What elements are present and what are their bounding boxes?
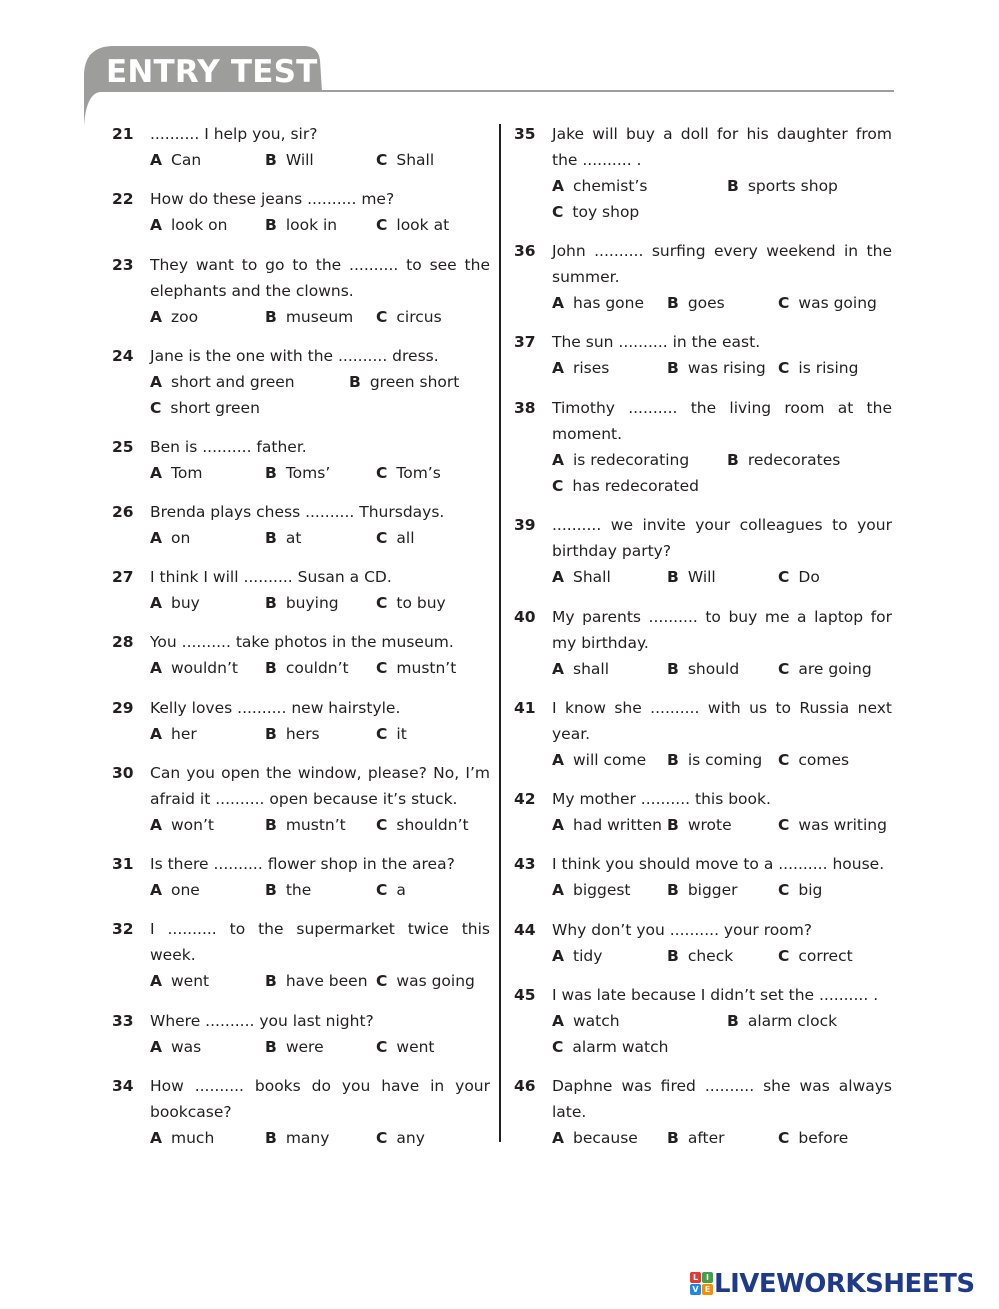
option-text: shall	[573, 660, 610, 678]
question-text: I know she .......... with us to Russia next year.	[552, 699, 892, 743]
option-text: comes	[798, 751, 850, 769]
brand-text: LIVEWORKSHEETS	[714, 1269, 975, 1299]
option-letter: A	[150, 816, 162, 834]
option-c[interactable]	[552, 473, 699, 499]
question-number: 44	[514, 921, 536, 939]
option-letter: A	[150, 308, 162, 326]
option-b[interactable]	[265, 877, 311, 903]
question-number: 41	[514, 699, 536, 717]
option-text: was going	[798, 294, 877, 312]
question-number: 37	[514, 333, 536, 351]
option-text: are going	[798, 660, 872, 678]
option-c[interactable]	[376, 304, 442, 330]
option-text: green short	[369, 373, 460, 391]
option-text: circus	[396, 308, 442, 326]
option-text: will come	[573, 751, 647, 769]
question-text: Timothy .......... the living room at the moment.	[552, 399, 892, 443]
option-letter: C	[778, 660, 790, 678]
question-number: 31	[112, 855, 134, 873]
option-text: were	[285, 1038, 324, 1056]
option-letter: C	[376, 529, 388, 547]
question-number: 25	[112, 438, 134, 456]
option-letter: B	[727, 451, 739, 469]
option-text: toy shop	[572, 203, 640, 221]
option-b[interactable]	[667, 812, 732, 838]
option-letter: C	[376, 725, 388, 743]
option-letter: A	[150, 1129, 162, 1147]
option-c[interactable]	[778, 1125, 848, 1151]
option-a[interactable]	[150, 1125, 214, 1151]
option-text: alarm clock	[747, 1012, 838, 1030]
option-letter: B	[265, 881, 277, 899]
question-text: My parents .......... to buy me a laptop for my birthday.	[552, 608, 892, 652]
option-letter: A	[552, 451, 564, 469]
option-text: much	[171, 1129, 215, 1147]
option-text: watch	[573, 1012, 620, 1030]
option-letter: C	[778, 947, 790, 965]
question-number: 34	[112, 1077, 134, 1095]
option-letter: A	[552, 947, 564, 965]
option-letter: A	[552, 568, 564, 586]
option-letter: B	[667, 568, 679, 586]
option-c[interactable]	[778, 747, 849, 773]
option-b[interactable]	[265, 590, 339, 616]
question-number: 21	[112, 125, 134, 143]
logo-square: I	[702, 1272, 713, 1283]
header-rule	[310, 90, 894, 92]
option-b[interactable]	[265, 1034, 324, 1060]
option-text: before	[798, 1129, 849, 1147]
option-text: correct	[798, 947, 853, 965]
option-a[interactable]	[552, 173, 647, 199]
option-letter: B	[667, 947, 679, 965]
option-text: biggest	[573, 881, 631, 899]
option-letter: B	[265, 594, 277, 612]
question-text: You .......... take photos in the museum.	[150, 633, 454, 651]
option-letter: C	[778, 294, 790, 312]
option-a[interactable]	[150, 525, 190, 551]
option-letter: A	[552, 660, 564, 678]
option-letter: A	[150, 373, 162, 391]
column-divider	[499, 124, 501, 1142]
option-letter: A	[552, 751, 564, 769]
option-letter: C	[376, 464, 388, 482]
option-text: zoo	[171, 308, 199, 326]
option-letter: C	[778, 816, 790, 834]
option-text: shouldn’t	[396, 816, 469, 834]
option-letter: B	[265, 659, 277, 677]
option-letter: B	[265, 308, 277, 326]
option-text: Toms’	[285, 464, 331, 482]
option-letter: B	[667, 751, 679, 769]
option-text: Tom’s	[396, 464, 441, 482]
option-b[interactable]	[727, 447, 840, 473]
option-text: short and green	[171, 373, 295, 391]
option-c[interactable]	[778, 812, 887, 838]
option-text: many	[285, 1129, 330, 1147]
option-text: look on	[171, 216, 228, 234]
option-letter: A	[552, 359, 564, 377]
option-a[interactable]	[552, 1125, 638, 1151]
option-text: redecorates	[747, 451, 841, 469]
option-letter: A	[150, 216, 162, 234]
option-letter: B	[265, 216, 277, 234]
option-letter: B	[667, 881, 679, 899]
option-a[interactable]	[552, 355, 609, 381]
question-text: .......... I help you, sir?	[150, 125, 318, 143]
question-text: Can you open the window, please? No, I’m afraid it .......... open because it’s stuck.	[150, 764, 490, 808]
option-text: chemist’s	[573, 177, 648, 195]
option-letter: B	[265, 725, 277, 743]
option-text: one	[171, 881, 200, 899]
option-letter: C	[778, 1129, 790, 1147]
option-text: tidy	[573, 947, 603, 965]
option-a[interactable]	[552, 1008, 620, 1034]
option-letter: B	[667, 1129, 679, 1147]
option-letter: C	[376, 151, 388, 169]
option-c[interactable]	[376, 1034, 435, 1060]
option-text: Will	[285, 151, 314, 169]
option-letter: B	[265, 1129, 277, 1147]
option-a[interactable]	[552, 877, 631, 903]
question-number: 28	[112, 633, 134, 651]
question-number: 22	[112, 190, 134, 208]
option-b[interactable]	[349, 369, 459, 395]
option-a[interactable]	[552, 747, 646, 773]
option-text: buying	[285, 594, 339, 612]
option-letter: B	[667, 660, 679, 678]
option-letter: B	[667, 816, 679, 834]
option-letter: A	[552, 816, 564, 834]
option-text: should	[687, 660, 740, 678]
option-letter: B	[265, 464, 277, 482]
option-letter: C	[778, 881, 790, 899]
option-text: museum	[285, 308, 354, 326]
option-letter: C	[376, 1038, 388, 1056]
option-text: it	[396, 725, 407, 743]
question-text: My mother .......... this book.	[552, 790, 771, 808]
question-number: 43	[514, 855, 536, 873]
question-number: 40	[514, 608, 536, 626]
option-letter: A	[552, 177, 564, 195]
question-text: I think I will .......... Susan a CD.	[150, 568, 392, 586]
option-letter: A	[150, 659, 162, 677]
option-c[interactable]	[376, 212, 449, 238]
option-letter: C	[376, 594, 388, 612]
option-letter: B	[349, 373, 361, 391]
option-a[interactable]	[552, 447, 689, 473]
option-b[interactable]	[667, 355, 766, 381]
question-text: I was late because I didn’t set the .......... .	[552, 986, 879, 1004]
option-c[interactable]	[376, 721, 407, 747]
option-b[interactable]	[667, 1125, 725, 1151]
option-b[interactable]	[667, 943, 733, 969]
question-text: Jane is the one with the .......... dress.	[150, 347, 439, 365]
option-letter: C	[376, 1129, 388, 1147]
option-letter: A	[150, 151, 162, 169]
option-text: check	[687, 947, 734, 965]
option-text: have been	[285, 972, 368, 990]
option-text: her	[171, 725, 197, 743]
question-number: 36	[514, 242, 536, 260]
option-b[interactable]	[265, 304, 353, 330]
question-number: 33	[112, 1012, 134, 1030]
option-c[interactable]	[376, 460, 441, 486]
option-b[interactable]	[265, 721, 320, 747]
question-text: Ben is .......... father.	[150, 438, 307, 456]
option-b[interactable]	[667, 747, 762, 773]
option-b[interactable]	[727, 1008, 837, 1034]
option-a[interactable]	[150, 877, 200, 903]
option-text: hers	[285, 725, 320, 743]
question-number: 24	[112, 347, 134, 365]
option-text: look in	[285, 216, 338, 234]
question-number: 23	[112, 256, 134, 274]
liveworksheets-logo-mark	[690, 1272, 714, 1296]
option-text: alarm watch	[572, 1038, 669, 1056]
option-c[interactable]	[376, 968, 475, 994]
option-b[interactable]	[265, 460, 330, 486]
option-c[interactable]	[376, 525, 415, 551]
option-letter: B	[265, 972, 277, 990]
option-a[interactable]	[150, 968, 209, 994]
option-letter: A	[150, 464, 162, 482]
option-a[interactable]	[150, 212, 227, 238]
option-b[interactable]	[667, 290, 725, 316]
option-text: is rising	[798, 359, 859, 377]
option-letter: C	[778, 359, 790, 377]
option-text: has redecorated	[572, 477, 699, 495]
question-number: 26	[112, 503, 134, 521]
option-letter: B	[727, 1012, 739, 1030]
option-text: Shall	[573, 568, 611, 586]
option-text: at	[285, 529, 302, 547]
question-number: 42	[514, 790, 536, 808]
question-number: 32	[112, 920, 134, 938]
option-c[interactable]	[376, 877, 406, 903]
option-a[interactable]	[150, 812, 214, 838]
option-letter: B	[265, 151, 277, 169]
option-letter: C	[376, 816, 388, 834]
question-text: How do these jeans .......... me?	[150, 190, 395, 208]
question-text: Where .......... you last night?	[150, 1012, 374, 1030]
option-text: was rising	[687, 359, 766, 377]
option-text: couldn’t	[285, 659, 349, 677]
option-a[interactable]	[150, 304, 198, 330]
option-text: was	[171, 1038, 202, 1056]
option-letter: C	[552, 477, 564, 495]
option-letter: B	[265, 816, 277, 834]
option-a[interactable]	[552, 656, 609, 682]
option-letter: A	[150, 881, 162, 899]
option-letter: C	[552, 203, 564, 221]
logo-square: L	[690, 1272, 701, 1283]
option-letter: A	[150, 972, 162, 990]
question-text: John .......... surfing every weekend in the summer.	[552, 242, 892, 286]
option-text: won’t	[171, 816, 214, 834]
option-text: was going	[396, 972, 475, 990]
option-letter: B	[265, 529, 277, 547]
question-number: 39	[514, 516, 536, 534]
option-c[interactable]	[150, 395, 260, 421]
option-c[interactable]	[376, 655, 456, 681]
option-a[interactable]	[150, 369, 295, 395]
option-c[interactable]	[778, 656, 872, 682]
option-letter: C	[376, 216, 388, 234]
question-text: .......... we invite your colleagues to your birthday party?	[552, 516, 892, 560]
brand-logo	[690, 1268, 990, 1300]
question-text: I think you should move to a .......... house.	[552, 855, 885, 873]
option-text: had written	[573, 816, 662, 834]
question-number: 46	[514, 1077, 536, 1095]
option-text: on	[171, 529, 191, 547]
option-letter: C	[376, 308, 388, 326]
option-text: is coming	[687, 751, 763, 769]
option-c[interactable]	[778, 564, 820, 590]
option-letter: C	[552, 1038, 564, 1056]
option-b[interactable]	[265, 147, 314, 173]
option-text: went	[396, 1038, 435, 1056]
option-text: went	[171, 972, 210, 990]
option-letter: C	[150, 399, 162, 417]
option-a[interactable]	[150, 655, 238, 681]
option-text: wrote	[687, 816, 732, 834]
option-text: to buy	[396, 594, 446, 612]
question-number: 30	[112, 764, 134, 782]
option-c[interactable]	[376, 1125, 425, 1151]
question-text: Daphne was fired .......... she was always late.	[552, 1077, 892, 1121]
question-text: Is there .......... flower shop in the area?	[150, 855, 455, 873]
option-a[interactable]	[150, 590, 200, 616]
question-text: I .......... to the supermarket twice this week.	[150, 920, 490, 964]
option-text: Tom	[171, 464, 203, 482]
option-letter: B	[265, 1038, 277, 1056]
option-letter: C	[778, 568, 790, 586]
question-text: How .......... books do you have in your bookcase?	[150, 1077, 490, 1121]
option-b[interactable]	[265, 812, 346, 838]
option-letter: A	[150, 529, 162, 547]
question-number: 35	[514, 125, 536, 143]
option-letter: C	[376, 881, 388, 899]
option-a[interactable]	[552, 564, 611, 590]
option-text: buy	[171, 594, 200, 612]
option-text: look at	[396, 216, 450, 234]
option-letter: C	[376, 659, 388, 677]
option-text: mustn’t	[396, 659, 457, 677]
question-text: The sun .......... in the east.	[552, 333, 761, 351]
option-c[interactable]	[552, 199, 639, 225]
question-number: 27	[112, 568, 134, 586]
option-text: rises	[573, 359, 610, 377]
option-text: sports shop	[747, 177, 838, 195]
option-text: Will	[687, 568, 716, 586]
option-text: all	[396, 529, 415, 547]
option-letter: A	[552, 294, 564, 312]
option-text: after	[687, 1129, 725, 1147]
option-text: the	[285, 881, 312, 899]
page-title: ENTRY TEST	[106, 54, 318, 90]
option-letter: A	[150, 725, 162, 743]
question-number: 29	[112, 699, 134, 717]
option-b[interactable]	[667, 656, 739, 682]
option-c[interactable]	[778, 290, 877, 316]
question-text: Kelly loves .......... new hairstyle.	[150, 699, 401, 717]
question-text: Why don’t you .......... your room?	[552, 921, 813, 939]
logo-square: V	[690, 1284, 701, 1295]
option-text: bigger	[687, 881, 738, 899]
option-b[interactable]	[667, 564, 716, 590]
question-number: 45	[514, 986, 536, 1004]
option-letter: A	[150, 1038, 162, 1056]
option-b[interactable]	[265, 525, 301, 551]
option-letter: A	[150, 594, 162, 612]
option-text: was writing	[798, 816, 887, 834]
option-a[interactable]	[150, 147, 201, 173]
option-c[interactable]	[552, 1034, 668, 1060]
option-a[interactable]	[552, 943, 602, 969]
option-letter: B	[667, 359, 679, 377]
option-text: wouldn’t	[171, 659, 238, 677]
option-letter: A	[552, 1012, 564, 1030]
option-text: a	[396, 881, 406, 899]
option-b[interactable]	[727, 173, 838, 199]
question-text: Jake will buy a doll for his daughter from the .......... .	[552, 125, 892, 169]
option-a[interactable]	[150, 721, 197, 747]
option-text: is redecorating	[573, 451, 690, 469]
option-c[interactable]	[376, 812, 469, 838]
option-letter: C	[778, 751, 790, 769]
option-letter: B	[667, 294, 679, 312]
option-text: mustn’t	[285, 816, 346, 834]
logo-square: E	[702, 1284, 713, 1295]
option-b[interactable]	[265, 212, 337, 238]
option-c[interactable]	[376, 590, 446, 616]
option-letter: C	[376, 972, 388, 990]
option-a[interactable]	[552, 290, 644, 316]
option-letter: A	[552, 881, 564, 899]
option-c[interactable]	[778, 877, 822, 903]
option-c[interactable]	[376, 147, 434, 173]
question-text: They want to go to the .......... to see the elephants and the clowns.	[150, 256, 490, 300]
option-text: Can	[171, 151, 202, 169]
option-b[interactable]	[667, 877, 738, 903]
option-c[interactable]	[778, 355, 858, 381]
option-text: Shall	[396, 151, 435, 169]
option-text: Do	[798, 568, 820, 586]
option-text: short green	[170, 399, 260, 417]
question-text: Brenda plays chess .......... Thursdays.	[150, 503, 445, 521]
option-text: goes	[687, 294, 725, 312]
option-text: any	[396, 1129, 425, 1147]
option-b[interactable]	[265, 1125, 329, 1151]
option-b[interactable]	[265, 655, 349, 681]
section-header	[84, 46, 322, 126]
option-b[interactable]	[265, 968, 368, 994]
option-letter: A	[552, 1129, 564, 1147]
question-number: 38	[514, 399, 536, 417]
option-text: has gone	[573, 294, 645, 312]
option-a[interactable]	[150, 460, 202, 486]
option-a[interactable]	[150, 1034, 201, 1060]
option-a[interactable]	[552, 812, 662, 838]
option-text: because	[573, 1129, 638, 1147]
option-c[interactable]	[778, 943, 853, 969]
option-text: big	[798, 881, 823, 899]
option-letter: B	[727, 177, 739, 195]
